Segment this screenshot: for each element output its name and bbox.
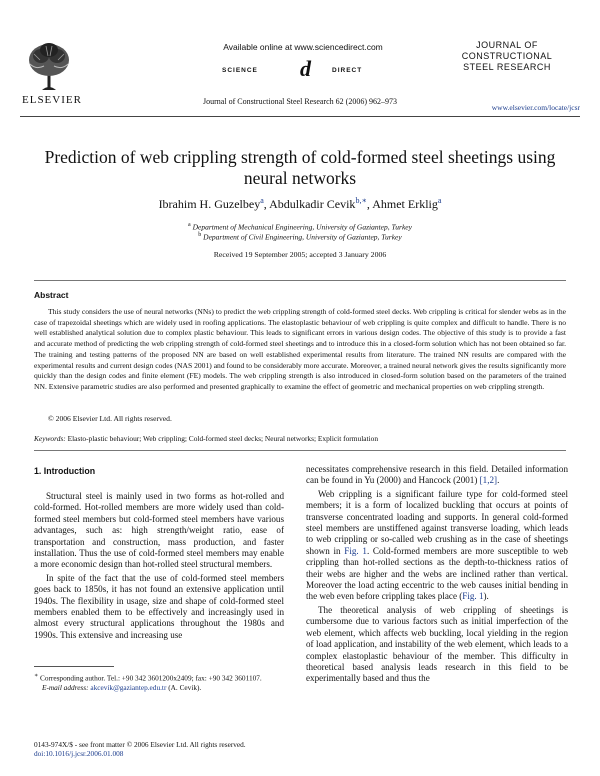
front-matter-line: 0143-974X/$ - see front matter © 2006 Elsevier Ltd. All rights reserved.	[34, 740, 246, 749]
affiliation-marker: b	[198, 232, 202, 238]
paragraph-text: . Cold-formed members are more susceptible to web crippling than hot-rolled sections as the depth-to-thickness ratios of their webs are higher and the webs are inclined rather than vertical. Moreover the load acting eccentric to the web causes initial bending in the web even before crippling takes place (	[306, 545, 568, 602]
journal-title-line: CONSTRUCTIONAL	[461, 51, 553, 61]
affiliation-text: Department of Civil Engineering, University of Gaziantep, Turkey	[203, 232, 402, 242]
paragraph: Structural steel is mainly used in two forms as hot-rolled and cold-formed. Hot-rolled members are more widely used than cold-formed steel members but cold-formed steel members have various advantages, such as: high strength/weight ratio, ease of transportation and construction, mass production, and faster installation. Thus the use of cold-formed steel members may enable a more economic design than hot-rolled steel structural members.	[34, 491, 284, 570]
front-matter	[34, 740, 334, 759]
paragraph-text: ).	[483, 591, 489, 602]
article-title: Prediction of web crippling strength of cold-formed steel sheetings using neural networks	[44, 147, 556, 188]
paragraph	[306, 489, 568, 603]
author-list: Ibrahim H. Guzelbey$^a$, Abdulkadir Cevik$^{b,∗}$, Ahmet Erklig$^a$	[158, 196, 442, 211]
abstract-text: This study considers the use of neural networks (NNs) to predict the web crippling strength of cold-formed steel decks. Web crippling is critical for slender webs as in the case of trapezoidal sheetings which are widely used in roofing applications. The elastoplastic behaviour of web crippling is quite complex and difficult to handle. There is no well established analytical solution due to complex plastic behaviour. This leads to significant errors in various design codes. The objective of this study is to provide a fast and accurate method of predicting the web crippling strength of cold-formed steel sheetings and to introduce this in a closed-form solution which has not been obtained so far. The training and testing patterns of the proposed NN are based on well established experimental results from literature. The trained NN results are compared with the experimental results and current design codes (NAS 2001) and found to be considerably more accurate. Moreover, a trained neural network gives the results significantly more quickly than the design codes and finite element (FE) models. The web crippling strength is also introduced in closed-form solution based on the parameters of the trained NN. Extensive parametric studies are also performed and presented graphically to examine the effect of geometric and mechanical properties on web crippling strength.	[34, 307, 566, 391]
left-column	[34, 491, 284, 641]
sciencedirect-logo	[214, 56, 394, 82]
paragraph-text: Web crippling is a significant failure type for cold-formed steel members; it is a form of localized buckling that occurs at points of transverse concentrated loading and supports. In general cold-formed steel members are unstiffened against transverse loading, which leads to web crippling or so-called web crushing as in the case of sheetings shown in	[306, 488, 568, 556]
paragraph-text: .	[497, 475, 500, 486]
footnote-marker: ∗	[34, 673, 39, 679]
author-affil-ref[interactable]: a	[437, 196, 442, 205]
sciencedirect-logo-d: d	[300, 56, 312, 81]
footnote-text: Corresponding author. Tel.: +90 342 3601200x2409; fax: +90 342 3601107.	[39, 673, 262, 683]
affiliation-a	[30, 222, 570, 232]
journal-title-line: JOURNAL OF	[476, 40, 538, 50]
right-column	[306, 464, 568, 685]
author-affil-ref[interactable]: b,∗	[355, 196, 367, 205]
abstract-copyright: © 2006 Elsevier Ltd. All rights reserved.	[48, 414, 172, 423]
paragraph: The theoretical analysis of web crippling of sheetings is cumbersome due to various factors such as initial imperfection of the web element, which affects web buckling, local yielding in the region of load application, and instability of the web element, which leads to a complex elastoplastic behaviour of the member. This difficulty in theoretical based analysis leads research in this field to be experimentally based and thus the	[306, 604, 568, 684]
figure-link[interactable]: Fig. 1	[462, 591, 484, 602]
author-name: Ahmet Erklig	[372, 197, 438, 211]
journal-title	[452, 40, 562, 73]
affiliation-marker: a	[188, 222, 191, 228]
footnote-line	[34, 672, 284, 683]
section-heading-introduction: 1. Introduction	[34, 466, 96, 476]
abstract-bottom-divider	[34, 450, 566, 451]
author-affil-ref[interactable]: a	[260, 196, 264, 205]
sciencedirect-logo-left: SCIENCE	[222, 67, 258, 74]
header-divider	[20, 116, 580, 117]
email-link[interactable]: akcevik@gaziantep.edu.tr	[90, 683, 167, 693]
abstract-top-divider	[34, 280, 566, 281]
publisher-name: ELSEVIER	[22, 94, 82, 106]
figure-link[interactable]: Fig. 1	[344, 545, 367, 556]
keywords-list: Elasto-plastic behaviour; Web crippling; Cold-formed steel decks; Neural networks; Explicit formulation	[67, 434, 379, 443]
author-name: Abdulkadir Cevik	[269, 197, 356, 211]
author-name: Ibrahim H. Guzelbey	[158, 197, 261, 211]
elsevier-tree-logo	[24, 40, 74, 92]
abstract-heading: Abstract	[34, 290, 69, 300]
corresponding-author-footnote	[34, 672, 284, 693]
received-dates: Received 19 September 2005; accepted 3 January 2006	[213, 250, 387, 259]
doi-link[interactable]: doi:10.1016/j.jcsr.2006.01.008	[34, 749, 124, 759]
email-suffix: (A. Cevik).	[168, 683, 202, 693]
paragraph	[306, 464, 568, 487]
affiliation-text: Department of Mechanical Engineering, University of Gaziantep, Turkey	[192, 222, 412, 232]
footnote-email	[34, 683, 284, 693]
paragraph-text: necessitates comprehensive research in this field. Detailed information can be found in Yu (2000) and Hancock (2001)	[306, 464, 568, 486]
keywords-label: Keywords:	[34, 434, 66, 443]
journal-title-line: STEEL RESEARCH	[463, 62, 551, 72]
keywords	[34, 434, 566, 443]
journal-citation: Journal of Constructional Steel Research 62 (2006) 962–973	[203, 97, 397, 106]
affiliation-b	[30, 232, 570, 242]
email-label: E-mail address:	[42, 683, 89, 693]
available-online-text: Available online at www.sciencedirect.com	[223, 42, 383, 52]
sciencedirect-logo-right: DIRECT	[332, 67, 363, 74]
footnote-divider	[34, 666, 114, 667]
journal-url-link[interactable]: www.elsevier.com/locate/jcsr	[491, 103, 580, 112]
paragraph: In spite of the fact that the use of cold-formed steel members goes back to 1850s, it has not found an extensive application until 1940s. The flexibility in usage, size and shape of cold-formed steel members enabled them to be effectively and increasingly used in almost every structural applications throughout the 1980s and 1990s. This extensive and increasing use	[34, 572, 284, 640]
reference-link[interactable]: [1,2]	[479, 475, 498, 486]
